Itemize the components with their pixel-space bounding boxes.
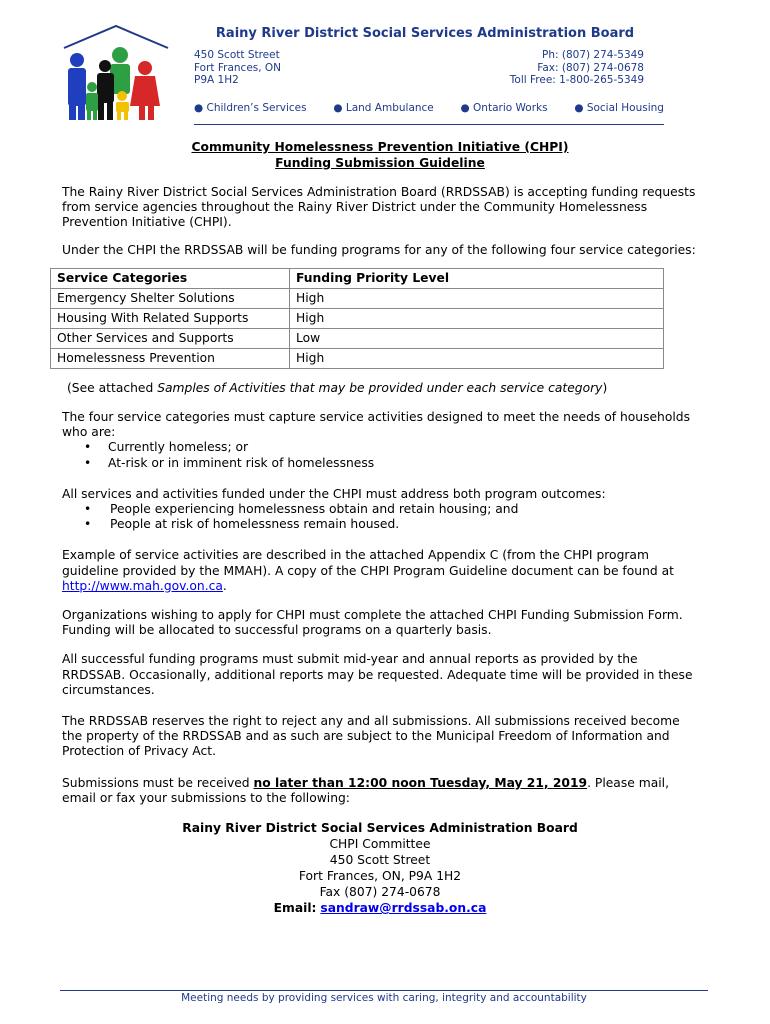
org-contact: [510, 49, 644, 87]
outcomes-list: [62, 502, 698, 532]
example-paragraph: Example of service activities are described in the attached Appendix C (from the CHPI program guideline provided by the MMAH). A copy of the CHPI Program Guideline document can be found at http://www.mah.gov.on.ca.: [62, 548, 674, 593]
org-address: [194, 49, 281, 87]
categories-intro: Under the CHPI the RRDSSAB will be funding programs for any of the following four service categories:: [62, 242, 696, 257]
address-line: 450 Scott Street: [194, 49, 280, 61]
document-title: Community Homelessness Prevention Initiative (CHPI) Funding Submission Guideline: [191, 140, 569, 170]
needs-intro: The four service categories must capture service activities designed to meet the needs of households who are:: [62, 410, 690, 440]
submission-deadline: no later than 12:00 noon Tuesday, May 21, 2019: [253, 775, 588, 790]
service-item: ● Land Ambulance: [333, 102, 434, 114]
needs-list: [62, 440, 698, 470]
document-body: [57, 140, 698, 916]
table-cell: Emergency Shelter Solutions: [51, 288, 290, 308]
organizations-paragraph: Organizations wishing to apply for CHPI must complete the attached CHPI Funding Submission Form. Funding will be allocated to successful programs on a quarterly basis.: [62, 608, 683, 638]
phone-line: Ph: (807) 274-5349: [542, 49, 644, 61]
reports-paragraph: All successful funding programs must submit mid-year and annual reports as provided by the RRDSSAB. Occasionally, additional reports may be requested. Adequate time will be provided in these circumstances.: [62, 652, 693, 697]
list-item: • At-risk or in imminent risk of homelessness: [84, 456, 698, 471]
rights-paragraph: The RRDSSAB reserves the right to reject any and all submissions. All submissions received become the property of the RRDSSAB and as such are subject to the Municipal Freedom of Information and Protection of Privacy Act.: [62, 714, 680, 759]
table-row: [51, 348, 664, 368]
service-item: ● Social Housing: [574, 102, 664, 114]
footer-divider: [60, 990, 708, 991]
service-item: ● Children’s Services: [194, 102, 307, 114]
table-cell: Other Services and Supports: [51, 328, 290, 348]
footer-tagline: Meeting needs by providing services with caring, integrity and accountability: [181, 992, 587, 1004]
intro-paragraph: The Rainy River District Social Services Administration Board (RRDSSAB) is accepting funding requests from service agencies throughout the Rainy River District under the Community Homelessness Prevention Initiative (CHPI).: [62, 185, 696, 230]
bullet-icon: ●: [333, 102, 346, 114]
bullet-icon: ●: [574, 102, 587, 114]
table-header-row: [51, 268, 664, 288]
table-row: [51, 328, 664, 348]
table-cell: Homelessness Prevention: [51, 348, 290, 368]
mah-website-link[interactable]: http://www.mah.gov.on.ca: [62, 578, 223, 593]
table-row: [51, 308, 664, 328]
list-item: • Currently homeless; or: [84, 440, 698, 455]
service-categories-table: [50, 268, 664, 369]
outcomes-intro: All services and activities funded under the CHPI must address both program outcomes:: [62, 486, 606, 501]
address-line: Fort Frances, ON: [194, 61, 282, 74]
see-attached-note: (See attached Samples of Activities that may be provided under each service category): [67, 380, 608, 395]
table-cell: Housing With Related Supports: [51, 308, 290, 328]
header-divider: [194, 124, 664, 125]
signature-org: Rainy River District Social Services Administration Board: [182, 821, 578, 836]
family-house-logo-icon: [60, 24, 172, 126]
address-line: P9A 1H2: [194, 74, 239, 86]
signature-street: 450 Scott Street: [329, 853, 431, 868]
signature-fax: Fax (807) 274-0678: [319, 885, 441, 900]
table-row: [51, 288, 664, 308]
table-cell: High: [290, 308, 664, 328]
submission-address-block: [62, 820, 698, 916]
bullet-icon: ●: [460, 102, 474, 114]
services-list: [194, 102, 664, 114]
email-link[interactable]: sandraw@rrdssab.on.ca: [320, 901, 487, 916]
list-item: • People experiencing homelessness obtain and retain housing; and: [84, 502, 698, 517]
table-cell: High: [290, 288, 664, 308]
column-header: Funding Priority Level: [290, 268, 664, 288]
signature-city: Fort Frances, ON, P9A 1H2: [298, 869, 462, 884]
toll-free-line: Toll Free: 1-800-265-5349: [509, 74, 644, 86]
bullet-icon: ●: [194, 102, 207, 114]
org-title: Rainy River District Social Services Administration Board: [215, 26, 635, 41]
submission-paragraph: Submissions must be received no later than 12:00 noon Tuesday, May 21, 2019. Please mail, email or fax your submissions to the following:: [62, 775, 669, 805]
signature-committee: CHPI Committee: [329, 837, 431, 852]
table-cell: Low: [290, 328, 664, 348]
list-item: • People at risk of homelessness remain housed.: [84, 517, 698, 532]
fax-line: Fax: (807) 274-0678: [537, 61, 644, 74]
table-cell: High: [290, 348, 664, 368]
signature-email: Email: sandraw@rrdssab.on.ca: [273, 901, 487, 916]
column-header: Service Categories: [51, 268, 290, 288]
service-item: ● Ontario Works: [460, 102, 548, 114]
